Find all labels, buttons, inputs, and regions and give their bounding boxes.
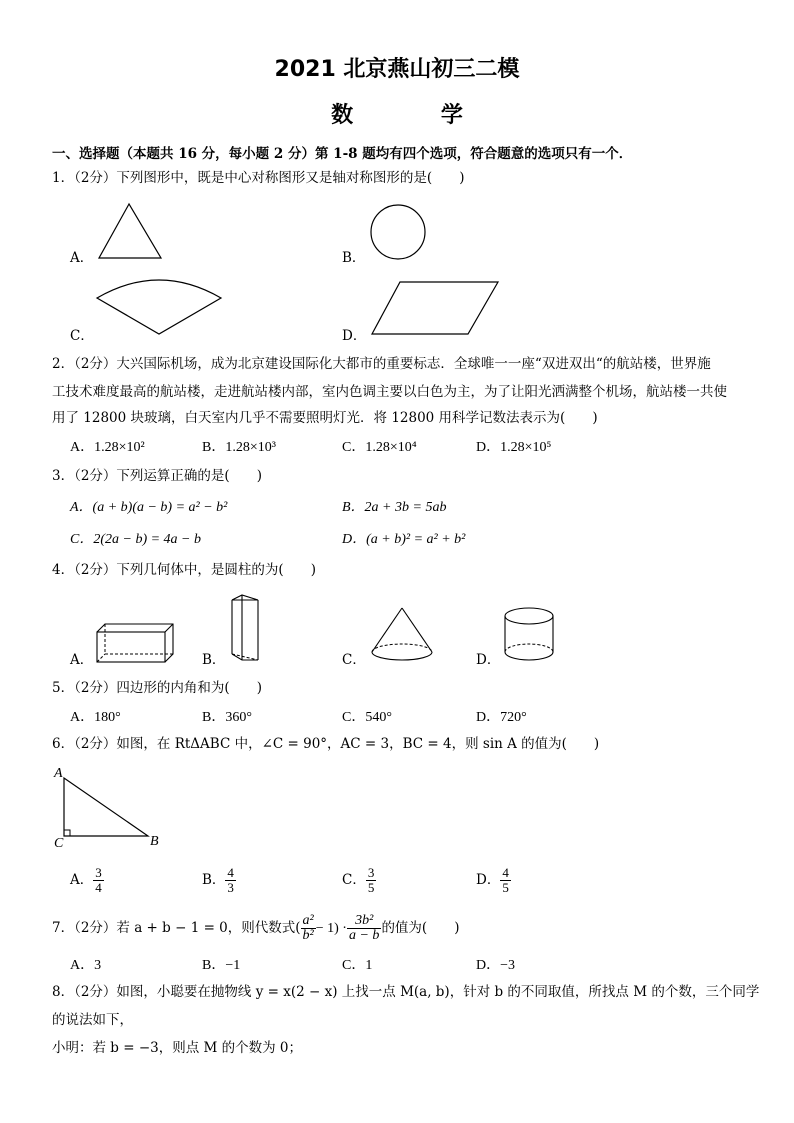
q2-line-2: 工技术难度最高的航站楼，走进航站楼内部，室内色调主要以白色为主，为了让阳光洒满整个机场，航站楼一共使 [52,384,727,400]
cone-figure [370,606,434,664]
q3-option-d: D．(a + b)² = a² + b² [342,532,466,547]
q3-option-a: A．(a + b)(a − b) = a² − b² [70,500,228,515]
q2-option-c: C．1.28×10⁴ [342,440,417,455]
q5-option-a: A．180° [70,710,121,725]
cuboid-figure [95,622,175,664]
q1-option-b: B． [342,250,366,266]
vertex-c-label: C [54,836,64,851]
section-heading: 一、选择题（本题共 16 分，每小题 2 分）第 1-8 题均有四个选项，符合题意的选项只有一个． [52,146,633,162]
vertex-b-label: B [150,834,159,849]
sector-figure [95,276,225,336]
q7-stem: 7．（2分）若 a + b − 1 = 0，则代数式( $\frac{\text{a²}}{\text{b²}}$ − 1) · $\frac{\text{3b²}}{a - b}$ 的值为( ) [52,913,460,943]
q4-option-d: D． [476,652,501,668]
q5-option-b: B．360° [202,710,252,725]
page-title: 2021 北京燕山初三二模 [274,57,520,82]
vertex-a-label: A [54,766,63,781]
q4-option-c: C． [342,652,366,668]
q6-option-a: A． $\frac{3}{4}$ [70,865,102,895]
triangle-figure [97,202,163,260]
q5-option-c: C．540° [342,710,392,725]
q7-option-d: D．−3 [476,958,516,973]
q8-line-2: 的说法如下， [52,1012,133,1028]
q1-option-c: C． [70,328,94,344]
q7-option-a: A．3 [70,958,102,973]
q1-option-d: D． [342,328,367,344]
q1-option-a: A． [70,250,94,266]
q6-stem: 6．（2分）如图，在 RtΔABC 中，∠C = 90°，AC = 3，BC = 4，则 sin A 的值为( ) [52,736,600,752]
right-triangle-figure [62,776,152,838]
circle-figure [370,204,428,262]
q5-stem: 5．（2分）四边形的内角和为( ) [52,680,262,696]
q2-option-a: A．1.28×10² [70,440,145,455]
q2-option-d: D．1.28×10⁵ [476,440,552,455]
q4-stem: 4．（2分）下列几何体中，是圆柱的为( ) [52,562,316,578]
subject-title: 数 学 [331,103,503,128]
q8-line-3: 小明：若 b = −3，则点 M 的个数为 0； [52,1040,303,1056]
q8-line-1: 8．（2分）如图，小聪要在抛物线 y = x(2 − x) 上找一点 M(a, b)，针对 b 的不同取值，所找点 M 的个数，三个同学 [52,984,760,1000]
q3-stem: 3．（2分）下列运算正确的是( ) [52,468,262,484]
q2-line-3: 用了 12800 块玻璃，白天室内几乎不需要照明灯光．将 12800 用科学记数法表示为( ) [52,410,598,426]
parallelogram-figure [370,280,502,336]
q6-option-c: C． $\frac{3}{5}$ [342,865,375,895]
q7-option-c: C．1 [342,958,373,973]
cylinder-figure [503,606,557,664]
q6-option-b: B． $\frac{4}{3}$ [202,865,234,895]
q4-option-a: A． [70,652,94,668]
q3-option-c: C．2(2a − b) = 4a − b [70,532,202,547]
q7-option-b: B．−1 [202,958,241,973]
prism-figure [228,594,264,664]
q2-option-b: B．1.28×10³ [202,440,276,455]
q1-stem: 1．（2分）下列图形中，既是中心对称图形又是轴对称图形的是( ) [52,170,465,186]
q3-option-b: B．2a + 3b = 5ab [342,500,447,515]
q2-line-1: 2．（2分）大兴国际机场，成为北京建设国际化大都市的重要标志．全球唯一一座“双进双出“的航站楼，世界施 [52,356,711,372]
q5-option-d: D．720° [476,710,527,725]
q4-option-b: B． [202,652,226,668]
q6-option-d: D． $\frac{4}{5}$ [476,865,509,895]
